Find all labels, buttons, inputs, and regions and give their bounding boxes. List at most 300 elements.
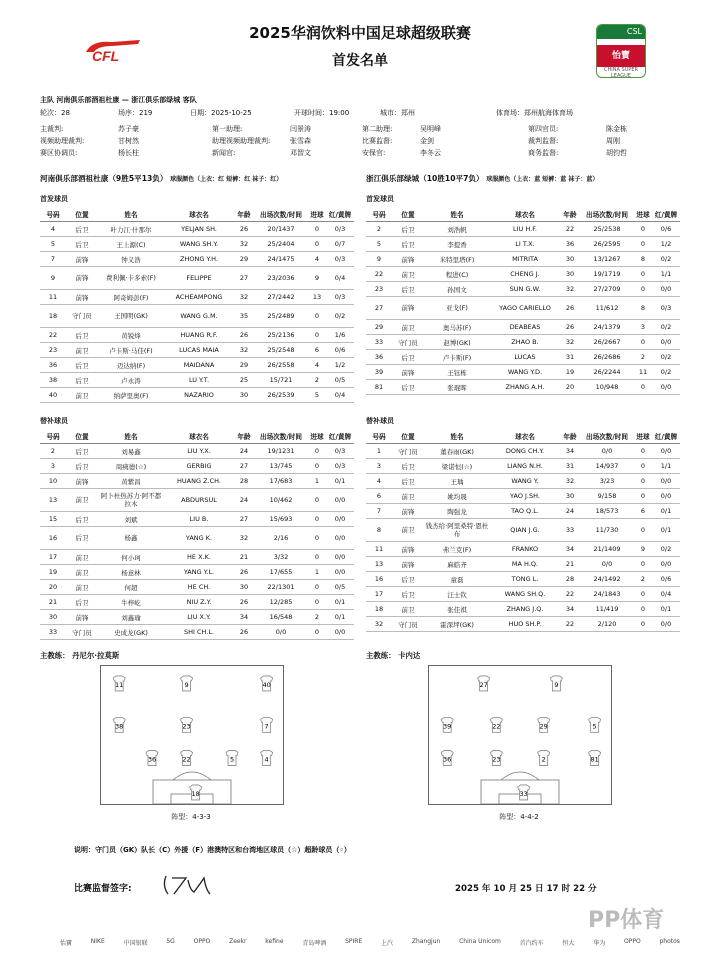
away-sub-cell: 童磊 (424, 572, 490, 587)
away-starter-cell: 后卫 (392, 222, 424, 237)
away-starter-cell: 2 (366, 222, 392, 237)
away-starter-cell: 22 (560, 222, 580, 237)
home-sub-cell: 28 (234, 474, 254, 489)
away-sub-cell: 0/0 (580, 444, 634, 459)
cfl-logo (82, 34, 144, 64)
away-starter-cell: 11/612 (580, 297, 634, 320)
home-sub-cell: 17 (40, 550, 66, 565)
home-sub-cell: 19 (40, 565, 66, 580)
sponsor-logo: OPPO (624, 938, 641, 945)
away-starter-cell: 29 (366, 320, 392, 335)
home-sub-cell: GERBIG (164, 459, 234, 474)
teams-line: 主队 河南俱乐部酒祖杜康 — 浙江俱乐部绿城 客队 (40, 96, 197, 104)
away-sub-cell: 24/1843 (580, 587, 634, 602)
away-starter-cell: 11 (634, 365, 652, 380)
away-starter-col-header: 进球 (634, 207, 652, 222)
home-sub-cell: 0/0 (326, 512, 354, 527)
away-starter-cell: 19 (560, 365, 580, 380)
home-sub-cell: 杨意林 (98, 565, 164, 580)
home-player-number: 40 (262, 680, 271, 689)
away-starter-cell: 5 (366, 237, 392, 252)
home-sub-cell: 0/0 (254, 625, 308, 640)
home-sub-cell: 前锋 (66, 474, 98, 489)
away-sub-cell: 董春雨(GK) (424, 444, 490, 459)
home-starter-cell: 前锋 (66, 267, 98, 290)
home-formation-pitch (100, 665, 284, 805)
home-starter-cell: 黄锐烽 (98, 328, 164, 343)
away-starter-cell: 后卫 (392, 237, 424, 252)
away-starter-cell: 后卫 (392, 380, 424, 395)
away-starter-cell: 0/0 (652, 335, 680, 350)
home-sub-cell: 21 (234, 550, 254, 565)
away-player-number: 33 (519, 789, 528, 798)
home-starter-cell: ACHEAMPONG (164, 290, 234, 305)
away-starter-row (366, 222, 680, 237)
away-starter-col-header: 出场次数/时间 (580, 207, 634, 222)
home-starter-cell: 36 (40, 358, 66, 373)
away-sub-col-header: 出场次数/时间 (580, 429, 634, 444)
official-name-0-1: 苏子豪 (118, 125, 139, 133)
home-player-jersey-icon (113, 717, 125, 732)
home-sub-cell: 何超 (98, 580, 164, 595)
match-number: 场序：219 (118, 109, 153, 117)
away-player-jersey-icon (478, 676, 490, 691)
home-starter-col-header: 红/黄牌 (326, 207, 354, 222)
home-sub-row (40, 527, 354, 550)
away-sub-cell: 后卫 (392, 474, 424, 489)
away-sub-cell: 14/937 (580, 459, 634, 474)
home-sub-row (40, 459, 354, 474)
home-player-jersey-icon (181, 717, 193, 732)
home-sub-cell: 3/32 (254, 550, 308, 565)
away-sub-cell: 18/573 (580, 504, 634, 519)
home-starter-cell: 0/3 (326, 222, 354, 237)
home-sub-cell: 0 (308, 595, 326, 610)
home-sub-cell: NIU Z.Y. (164, 595, 234, 610)
sponsor-logo: kefine (265, 938, 284, 945)
supervisor-signature-label: 比赛监督签字: (74, 884, 132, 894)
away-starter-cell: 23 (366, 282, 392, 297)
away-coach: 主教练： 卡内达 (366, 651, 421, 660)
away-starter-cell: ZHAO B. (490, 335, 560, 350)
away-starter-cell: 0 (634, 282, 652, 297)
away-starter-cell: 24/1379 (580, 320, 634, 335)
home-sub-cell: 何小珂 (98, 550, 164, 565)
away-starter-row (366, 350, 680, 365)
home-starter-cell: 25/2489 (254, 305, 308, 328)
away-starter-cell: 0 (634, 267, 652, 282)
home-starter-row (40, 373, 354, 388)
home-starter-row (40, 290, 354, 305)
away-starter-cell: 0 (634, 237, 652, 252)
away-starter-cell: 3 (634, 320, 652, 335)
away-starter-col-header: 号码 (366, 207, 392, 222)
away-team-header (366, 173, 598, 184)
home-starter-cell: 6 (308, 343, 326, 358)
official-name-2-5: 李冬云 (420, 149, 441, 157)
away-sub-cell: 22 (560, 587, 580, 602)
away-sub-row (366, 444, 680, 459)
home-starter-cell: 9 (40, 267, 66, 290)
away-sub-row (366, 587, 680, 602)
home-sub-col-header: 号码 (40, 429, 66, 444)
home-sub-cell: 2 (40, 444, 66, 459)
home-sub-cell: 0 (308, 580, 326, 595)
away-sub-cell: 前锋 (392, 542, 424, 557)
away-sub-cell: YAO J.SH. (490, 489, 560, 504)
away-sub-cell: 9 (634, 542, 652, 557)
home-formation: 阵型：4-3-3 (171, 813, 211, 821)
home-sub-cell: 周痍德(☆) (98, 459, 164, 474)
official-role-2-4: 安保官: (362, 149, 386, 157)
home-coach: 主教练： 丹尼尔·拉莫斯 (40, 651, 120, 660)
supervisor-signature (160, 872, 220, 902)
home-sub-cell: 30 (40, 610, 66, 625)
home-sub-cell: SHI CH.L. (164, 625, 234, 640)
home-starter-cell: 后卫 (66, 373, 98, 388)
home-starter-cell: 27/2442 (254, 290, 308, 305)
away-sub-row (366, 602, 680, 617)
home-sub-cell: 前卫 (66, 580, 98, 595)
home-sub-cell: 刘鑫瑜 (98, 610, 164, 625)
home-sub-cell: 0/1 (326, 474, 354, 489)
away-sub-cell: 汪士钦 (424, 587, 490, 602)
away-starter-col-header: 红/黄牌 (652, 207, 680, 222)
official-name-2-1: 杨长柱 (118, 149, 139, 157)
official-role-2-2: 新闻官: (212, 149, 236, 157)
home-starter-cell: 卢永涛 (98, 373, 164, 388)
away-sub-cell: 11 (366, 542, 392, 557)
away-sub-cell: HUO SH.P. (490, 617, 560, 632)
away-starter-cell: LIU H.F. (490, 222, 560, 237)
away-starter-cell: 31 (560, 350, 580, 365)
home-sub-cell: 27 (234, 512, 254, 527)
home-starter-cell: 23/2036 (254, 267, 308, 290)
home-player-jersey-icon (146, 750, 158, 765)
home-starter-cell: 4 (308, 252, 326, 267)
away-starter-cell: 0 (634, 222, 652, 237)
home-starter-cell: 5 (308, 388, 326, 403)
away-sub-cell: 33 (560, 519, 580, 542)
pp-sports-watermark (588, 903, 664, 934)
home-starter-cell: HUANG R.F. (164, 328, 234, 343)
home-starter-cell: 王上源(C) (98, 237, 164, 252)
home-starter-cell: 26 (234, 222, 254, 237)
home-sub-cell: 史成龙(GK) (98, 625, 164, 640)
home-starter-col-header: 球衣名 (164, 207, 234, 222)
official-role-0-4: 第二助理: (362, 125, 393, 133)
home-starter-cell: 迈达纳(F) (98, 358, 164, 373)
home-starter-cell: 30 (234, 388, 254, 403)
away-sub-cell: 0/1 (652, 519, 680, 542)
home-sub-cell: 前卫 (66, 550, 98, 565)
away-sub-cell: 0/0 (652, 617, 680, 632)
away-sub-cell: 守门员 (392, 617, 424, 632)
away-starter-col-header: 位置 (392, 207, 424, 222)
home-starter-col-header: 号码 (40, 207, 66, 222)
home-sub-cell: 26 (234, 565, 254, 580)
away-starter-cell: 22 (366, 267, 392, 282)
away-starter-cell: 20 (560, 380, 580, 395)
away-sub-row (366, 489, 680, 504)
away-sub-cell: 姚均晟 (424, 489, 490, 504)
home-sub-cell: 16 (40, 527, 66, 550)
sponsor-logo: SPIRE (345, 938, 363, 945)
home-sub-cell: 16/548 (254, 610, 308, 625)
home-sub-col-header: 姓名 (98, 429, 164, 444)
away-sub-cell: 霍深坪(GK) (424, 617, 490, 632)
away-sub-cell: 3/23 (580, 474, 634, 489)
home-sub-cell: 0 (308, 550, 326, 565)
stadium: 体育场：郑州航海体育场 (496, 109, 573, 117)
home-sub-cell: 0/1 (326, 595, 354, 610)
home-sub-cell: 牛梓屹 (98, 595, 164, 610)
official-name-0-7: 陈金栋 (606, 125, 627, 133)
away-sub-cell: FRANKO (490, 542, 560, 557)
away-starter-cell: 8 (634, 252, 652, 267)
away-starter-cell: 前卫 (392, 320, 424, 335)
home-sub-cell: 杨鑫 (98, 527, 164, 550)
away-sub-col-header: 位置 (392, 429, 424, 444)
away-sub-cell: 0 (634, 617, 652, 632)
sponsor-logo: Zeekr (229, 938, 247, 945)
sponsor-logo: OPPO (193, 938, 211, 945)
away-starter-cell: 33 (366, 335, 392, 350)
away-starter-cell: 0/0 (652, 282, 680, 297)
home-starter-row (40, 252, 354, 267)
away-sub-cell: 31 (560, 459, 580, 474)
home-starter-cell: 27 (234, 267, 254, 290)
away-starter-cell: 0/2 (652, 320, 680, 335)
home-starter-cell: 4 (40, 222, 66, 237)
sponsor-logo: photos (659, 938, 680, 945)
away-player-jersey-icon (538, 717, 550, 732)
away-player-number: 29 (539, 722, 548, 731)
home-sub-cell: 刘斌 (98, 512, 164, 527)
csl-logo-top: CSL (597, 25, 645, 39)
home-starter-cell: 费利佩·卡多索(F) (98, 267, 164, 290)
away-sub-cell: 王瑀 (424, 474, 490, 489)
home-sub-cell: 15/693 (254, 512, 308, 527)
home-starter-cell: 26 (234, 328, 254, 343)
home-kit-colors: 球服颜色（上衣：红 短裤：红 袜子：红） (170, 176, 283, 183)
home-starter-cell: 18 (40, 305, 66, 328)
away-sub-cell: 1 (366, 444, 392, 459)
home-starter-cell: LUCAS MAIA (164, 343, 234, 358)
away-starter-cell: 守门员 (392, 335, 424, 350)
cfl-logo-text: CFL (92, 48, 120, 64)
away-sub-cell: TAO Q.L. (490, 504, 560, 519)
away-starter-cell: 0/3 (652, 297, 680, 320)
away-starter-cell: 8 (634, 297, 652, 320)
home-sub-row (40, 512, 354, 527)
home-starter-cell: 23 (40, 343, 66, 358)
home-sub-col-header: 球衣名 (164, 429, 234, 444)
home-starter-cell: 25/2136 (254, 328, 308, 343)
away-sub-cell: 32 (366, 617, 392, 632)
away-sub-col-header: 年龄 (560, 429, 580, 444)
away-sub-col-header: 号码 (366, 429, 392, 444)
away-starter-cell: 1/2 (652, 237, 680, 252)
home-starters-label: 首发球员 (40, 195, 68, 203)
away-player-jersey-icon (490, 750, 502, 765)
home-starter-cell: 25/2404 (254, 237, 308, 252)
home-player-number: 4 (264, 755, 269, 764)
csl-logo-bot: CHINA SUPER LEAGUE (604, 67, 638, 79)
home-player-jersey-icon (190, 785, 202, 800)
away-starter-cell: 前卫 (392, 267, 424, 282)
away-sub-cell: 6 (634, 504, 652, 519)
home-starter-cell: 后卫 (66, 328, 98, 343)
away-starter-cell: 0 (634, 380, 652, 395)
away-sub-cell: ZHANG J.Q. (490, 602, 560, 617)
away-sub-row (366, 474, 680, 489)
home-sub-cell: HE CH. (164, 580, 234, 595)
home-sub-row (40, 565, 354, 580)
away-starter-cell: 王钰栋 (424, 365, 490, 380)
away-starter-cell: 9 (366, 252, 392, 267)
home-starter-cell: 15/721 (254, 373, 308, 388)
home-sub-cell: 21 (40, 595, 66, 610)
away-sub-row (366, 617, 680, 632)
home-starter-cell: 前锋 (66, 252, 98, 267)
away-sub-cell: DONG CH.Y. (490, 444, 560, 459)
home-player-number: 36 (147, 755, 157, 764)
away-starter-cell: 0/2 (652, 365, 680, 380)
away-player-jersey-icon (490, 717, 502, 732)
home-starter-cell: 0/5 (326, 373, 354, 388)
away-player-jersey-icon (538, 750, 550, 765)
away-starter-cell: LI T.X. (490, 237, 560, 252)
home-sub-cell: 后卫 (66, 444, 98, 459)
home-starter-cell: 0 (308, 328, 326, 343)
home-sub-cell: 0/3 (326, 444, 354, 459)
away-sub-cell: QIAN J.G. (490, 519, 560, 542)
home-starter-cell: 0/2 (326, 305, 354, 328)
away-sub-cell: 0 (634, 444, 652, 459)
home-starter-cell: 25/2548 (254, 343, 308, 358)
away-starter-cell: 赵博(GK) (424, 335, 490, 350)
home-sub-cell: 27 (234, 459, 254, 474)
away-starter-row (366, 335, 680, 350)
away-starter-cell: 32 (560, 282, 580, 297)
away-sub-cell: 2/120 (580, 617, 634, 632)
away-sub-cell: 24 (560, 504, 580, 519)
away-sub-cell: 0 (634, 587, 652, 602)
away-starter-cell: 27/2709 (580, 282, 634, 297)
away-starter-cell: 0 (634, 335, 652, 350)
away-sub-cell: 0 (634, 474, 652, 489)
away-sub-cell: 0/6 (652, 572, 680, 587)
away-starter-row (366, 320, 680, 335)
away-sub-cell: 4 (366, 474, 392, 489)
home-sub-cell: 刘易鑫 (98, 444, 164, 459)
home-sub-cell: 17/655 (254, 565, 308, 580)
away-sub-cell: 麻皓齐 (424, 557, 490, 572)
away-starter-cell: 后卫 (392, 350, 424, 365)
home-sub-cell: 1 (308, 474, 326, 489)
away-starter-cell: 26 (560, 297, 580, 320)
home-sub-cell: 30 (234, 580, 254, 595)
away-starter-row (366, 380, 680, 395)
home-sub-cell: 26 (234, 595, 254, 610)
home-sub-header-row (40, 429, 354, 444)
away-starter-cell: 26/2595 (580, 237, 634, 252)
away-player-jersey-icon (550, 676, 562, 691)
legend-note: 说明：守门员（GK）队长（C）外援（F）港澳特区和台湾地区球员（☆）超龄球员（◦） (74, 846, 351, 854)
home-starter-cell: 0 (308, 222, 326, 237)
home-sub-cell: 后卫 (66, 459, 98, 474)
official-role-2-0: 赛区协调员: (40, 149, 78, 157)
page-subtitle: 首发名单 (332, 53, 388, 69)
home-player-number: 9 (184, 680, 189, 689)
home-starter-cell: 后卫 (66, 237, 98, 252)
home-player-number: 7 (264, 722, 269, 731)
away-sub-cell: 34 (560, 542, 580, 557)
home-starter-cell: NAZARIO (164, 388, 234, 403)
away-starter-cell: MITRITA (490, 252, 560, 267)
home-sub-cell: 1 (308, 565, 326, 580)
home-sub-cell: 0/0 (326, 625, 354, 640)
away-sub-cell: 30 (560, 489, 580, 504)
away-starter-cell: 刘浩帆 (424, 222, 490, 237)
home-sub-cell: 前卫 (66, 489, 98, 512)
away-sub-cell: 16 (366, 572, 392, 587)
away-sub-cell: 3 (366, 459, 392, 474)
away-sub-cell: 0 (634, 519, 652, 542)
official-role-0-6: 第四官员: (528, 125, 559, 133)
sponsor-logo: China Unicom (459, 938, 501, 945)
away-player-number: 36 (443, 755, 452, 764)
official-role-1-6: 裁判监督: (528, 137, 559, 145)
away-sub-cell: 34 (560, 602, 580, 617)
away-starter-row (366, 365, 680, 380)
away-sub-cell: 0/0 (652, 489, 680, 504)
sponsor-logo: 青岛啤酒 (302, 940, 327, 947)
home-sub-cell: 0/3 (326, 459, 354, 474)
away-starter-cell: 25/2538 (580, 222, 634, 237)
away-starter-cell: 39 (366, 365, 392, 380)
away-starter-cell: 36 (560, 237, 580, 252)
home-player-number: 5 (229, 755, 235, 764)
home-team-name: 河南俱乐部酒祖杜康（9胜5平13负） (40, 174, 168, 183)
home-sub-cell: 后卫 (66, 527, 98, 550)
official-name-1-3: 张雪森 (290, 137, 311, 145)
sponsor-logo: 怡寶 (60, 940, 73, 947)
away-team-name: 浙江俱乐部绿城（10胜10平7负） (366, 174, 484, 183)
home-sub-cell: 19/1231 (254, 444, 308, 459)
home-starter-cell: 前卫 (66, 343, 98, 358)
away-starter-cell: ZHANG A.H. (490, 380, 560, 395)
away-starter-table (366, 207, 680, 395)
home-sub-cell: 守门员 (66, 625, 98, 640)
home-starter-cell: 钟义浩 (98, 252, 164, 267)
away-sub-cell: 0 (634, 602, 652, 617)
away-sub-header-row (366, 429, 680, 444)
away-starter-row (366, 282, 680, 297)
home-sub-row (40, 474, 354, 489)
home-starter-cell: 22 (40, 328, 66, 343)
away-sub-cell: 后卫 (392, 587, 424, 602)
round: 轮次：28 (40, 109, 70, 117)
home-sub-cell: 10/462 (254, 489, 308, 512)
away-starter-cell: YAGO CARIELLO (490, 297, 560, 320)
away-starter-cell: 2 (634, 350, 652, 365)
home-starter-cell: MAIDANA (164, 358, 234, 373)
away-formation: 阵型：4-4-2 (499, 813, 539, 821)
home-starter-cell: ZHONG Y.H. (164, 252, 234, 267)
home-player-number: 11 (115, 680, 124, 689)
